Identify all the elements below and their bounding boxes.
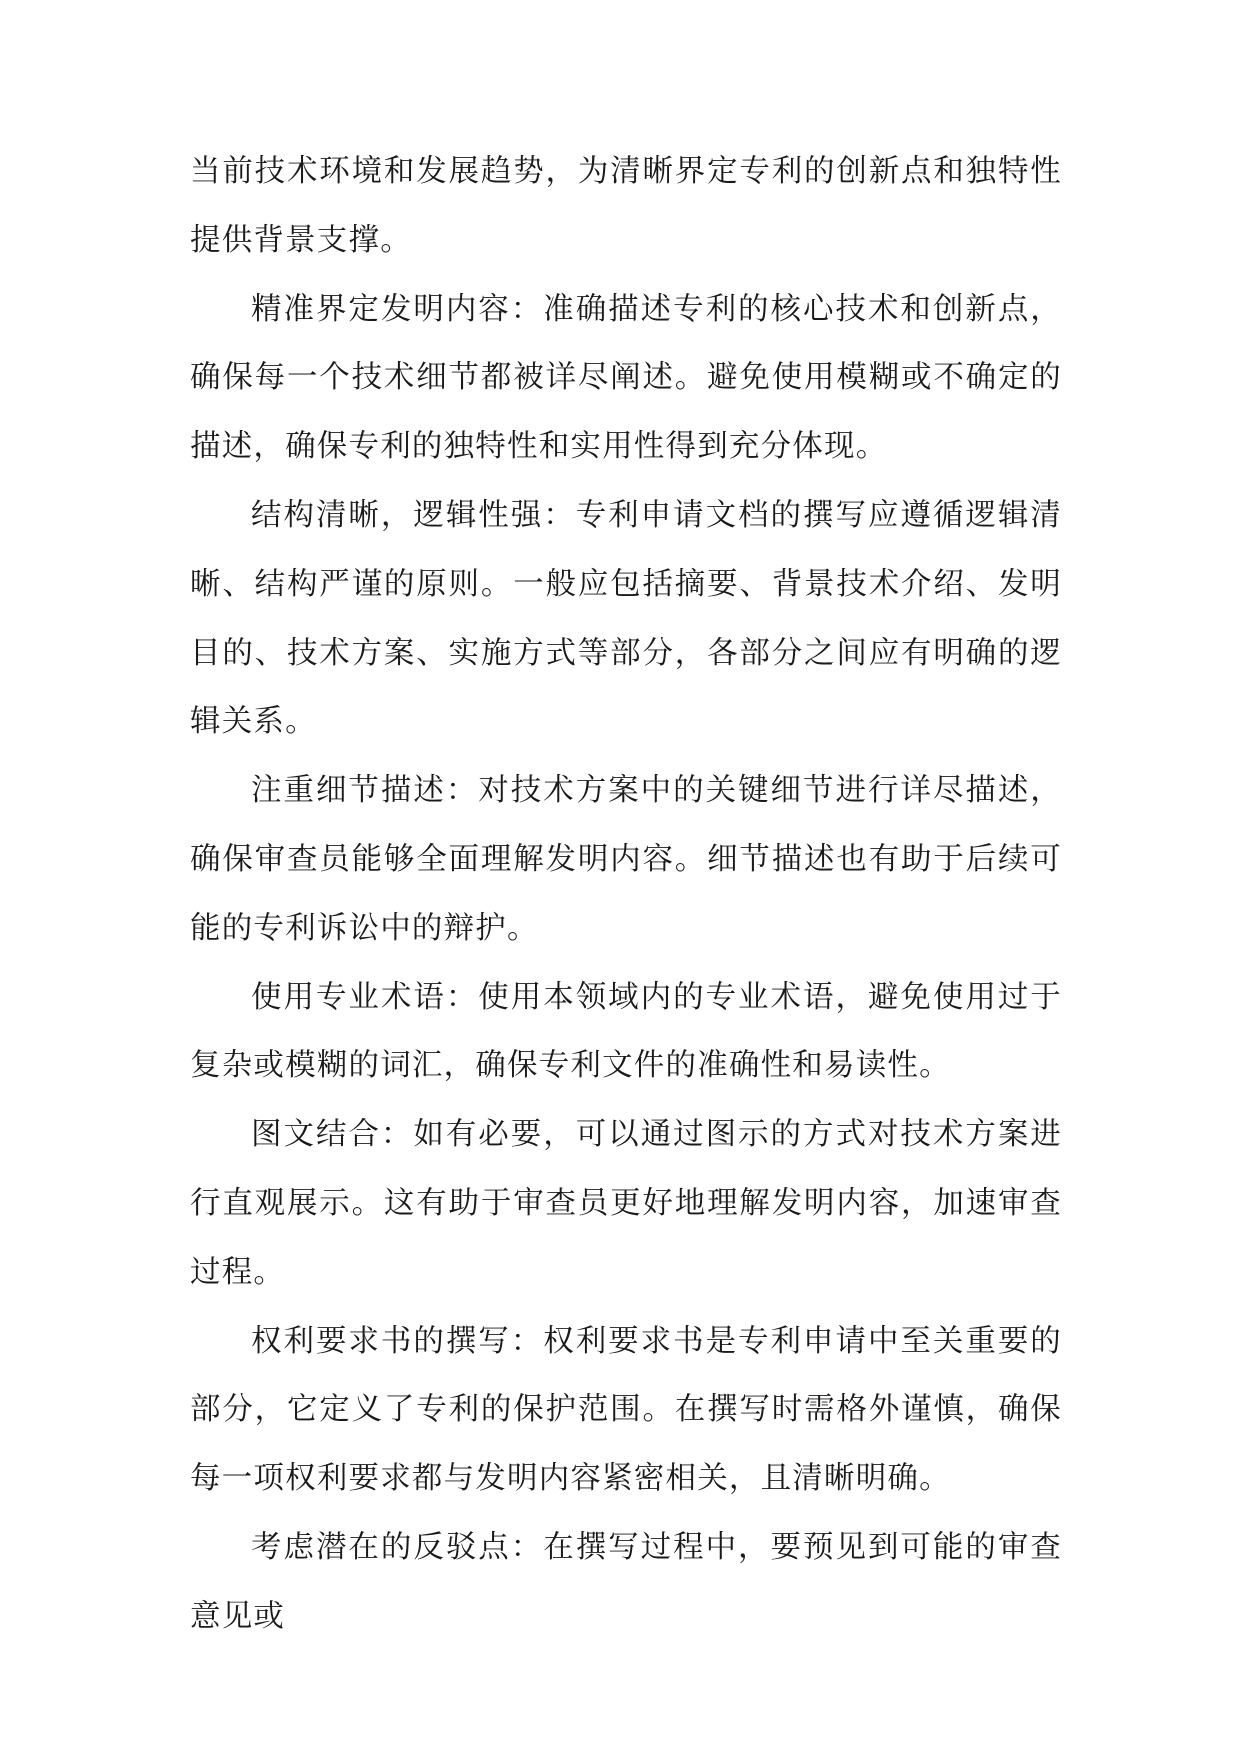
paragraph-detail-description: 注重细节描述：对技术方案中的关键细节进行详尽描述，确保审查员能够全面理解发明内容。细节描述也有助于后续可能的专利诉讼中的辩护。 — [190, 773, 1062, 946]
paragraph-define-invention: 精准界定发明内容：准确描述专利的核心技术和创新点，确保每一个技术细节都被详尽阐述。避免使用模糊或不确定的描述，确保专利的独特性和实用性得到充分体现。 — [190, 291, 1062, 465]
paragraph-figures-text: 图文结合：如有必要，可以通过图示的方式对技术方案进行直观展示。这有助于审查员更好地理解发明内容，加速审查过程。 — [190, 1117, 1062, 1290]
paragraph-background-context: 当前技术环境和发展趋势，为清晰界定专利的创新点和独特性提供背景支撑。 — [190, 154, 1062, 258]
paragraph-clear-structure: 结构清晰，逻辑性强：专利申请文档的撰写应遵循逻辑清晰、结构严谨的原则。一般应包括摘要、背景技术介绍、发明目的、技术方案、实施方式等部分，各部分之间应有明确的逻辑关系。 — [190, 497, 1062, 740]
body-text — [190, 138, 1062, 1652]
paragraph-rebuttal-points: 考虑潜在的反驳点：在撰写过程中，要预见到可能的审查意见或 — [190, 1529, 1062, 1634]
paragraph-terminology: 使用专业术语：使用本领域内的专业术语，避免使用过于复杂或模糊的词汇，确保专利文件的准确性和易读性。 — [190, 979, 1062, 1084]
paragraph-claims-writing: 权利要求书的撰写：权利要求书是专利申请中至关重要的部分，它定义了专利的保护范围。在撰写时需格外谨慎，确保每一项权利要求都与发明内容紧密相关，且清晰明确。 — [190, 1323, 1062, 1497]
